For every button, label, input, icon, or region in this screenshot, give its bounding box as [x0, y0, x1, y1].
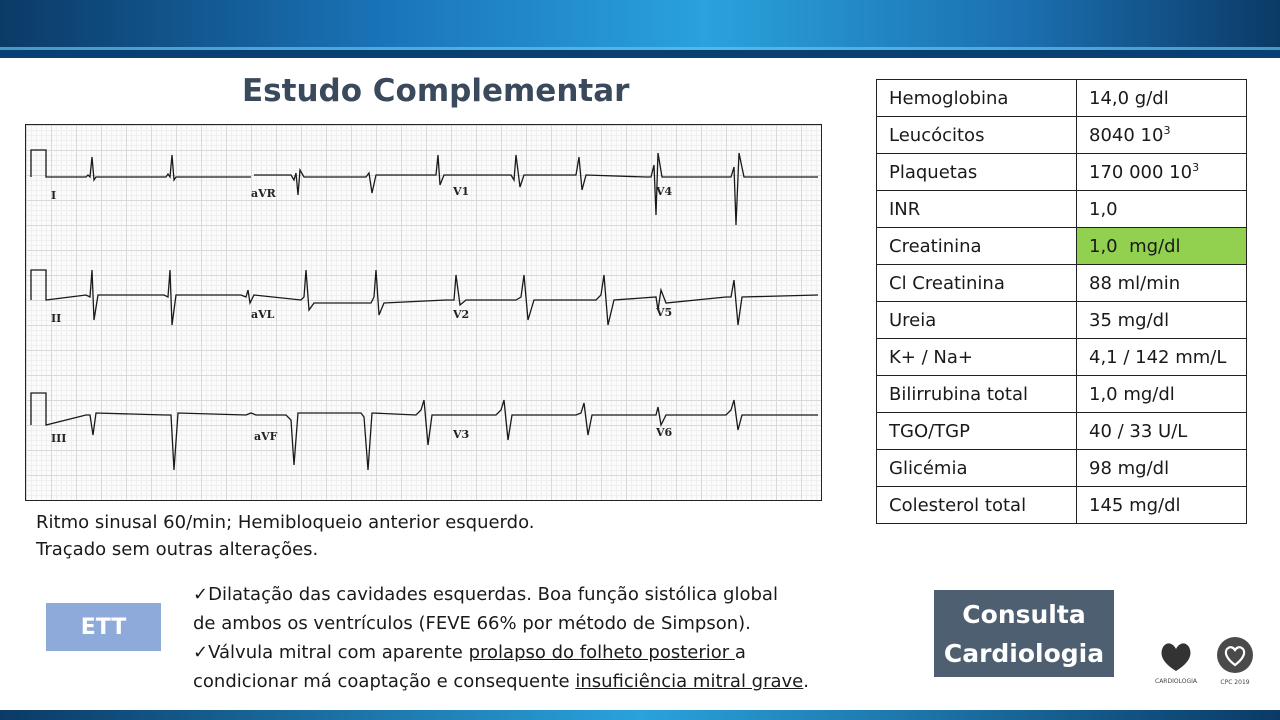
svg-text:CARDIOLOGIA: CARDIOLOGIA [1155, 678, 1197, 685]
consult-cardiology-box [934, 590, 1114, 677]
ett-finding-2: ✓Válvula mitral com aparente prolapso do folheto posterior a [193, 642, 746, 663]
ecg-interpretation [36, 509, 534, 563]
table-row [877, 376, 1247, 413]
table-row [877, 265, 1247, 302]
cpc-logo-icon [1213, 635, 1258, 690]
ecg-row-2 [31, 270, 818, 325]
lead-label-iii: III [51, 432, 67, 445]
lab-value: 98 mg/dl [1077, 450, 1247, 487]
lab-name: Hemoglobina [877, 80, 1077, 117]
ett-finding-2-cont: condicionar má coaptação e consequente insuficiência mitral grave. [193, 671, 809, 692]
ett-finding-1-cont: de ambos os ventrículos (FEVE 66% por método de Simpson). [193, 613, 751, 634]
ecg-row-3 [31, 393, 818, 470]
lab-name: Ureia [877, 302, 1077, 339]
table-row [877, 450, 1247, 487]
table-row [877, 117, 1247, 154]
lab-value: 88 ml/min [1077, 265, 1247, 302]
lab-value: 170 000 $10^3$ [1077, 154, 1247, 191]
lead-label-avr: aVR [251, 187, 276, 200]
consult-line1: Consulta [962, 599, 1086, 629]
ett-badge: ETT [46, 603, 161, 651]
ecg-waveforms [26, 125, 821, 500]
lead-label-avf: aVF [254, 430, 278, 443]
lead-label-v6: V6 [656, 426, 673, 439]
header-band [0, 50, 1280, 58]
lab-name: Creatinina [877, 228, 1077, 265]
table-row [877, 228, 1247, 265]
lab-value: 8040 $10^3$ [1077, 117, 1247, 154]
lead-label-v2: V2 [453, 308, 470, 321]
lab-value: 40 / 33 U/L [1077, 413, 1247, 450]
table-row [877, 302, 1247, 339]
check-icon: ✓ [193, 584, 209, 605]
lead-label-i: I [51, 189, 57, 202]
consult-line2: Cardiologia [943, 638, 1105, 668]
footer-banner [0, 710, 1280, 720]
lab-name: Glicémia [877, 450, 1077, 487]
lab-name: K+ / Na+ [877, 339, 1077, 376]
ett-finding-1: ✓Dilatação das cavidades esquerdas. Boa função sistólica global [193, 584, 778, 605]
slide-title: Estudo Complementar [242, 73, 630, 109]
lab-value: 145 mg/dl [1077, 487, 1247, 524]
lab-value: 1,0 [1077, 191, 1247, 228]
svg-text:CPC 2019: CPC 2019 [1220, 679, 1250, 686]
lab-name: Bilirrubina total [877, 376, 1077, 413]
lead-label-avl: aVL [251, 308, 275, 321]
header-banner [0, 0, 1280, 58]
table-row [877, 191, 1247, 228]
lab-value-highlighted: 1,0 mg/dl [1077, 228, 1247, 265]
lab-name: Leucócitos [877, 117, 1077, 154]
table-row [877, 80, 1247, 117]
lab-name: TGO/TGP [877, 413, 1077, 450]
check-icon: ✓ [193, 642, 209, 663]
table-row [877, 487, 1247, 524]
lab-value: 35 mg/dl [1077, 302, 1247, 339]
lead-label-v3: V3 [453, 428, 470, 441]
ett-findings [193, 580, 873, 696]
table-row [877, 413, 1247, 450]
ecg-interpretation-line2: Traçado sem outras alterações. [36, 539, 319, 560]
ecg-interpretation-line1: Ritmo sinusal 60/min; Hemibloqueio anterior esquerdo. [36, 512, 535, 533]
lead-label-ii: II [51, 312, 62, 325]
ecg-row-1 [31, 150, 818, 225]
lab-name: INR [877, 191, 1077, 228]
table-row [877, 154, 1247, 191]
lead-label-v4: V4 [656, 185, 673, 198]
spc-logo-icon [1155, 635, 1197, 690]
lead-label-v5: V5 [656, 306, 673, 319]
lab-value: 1,0 mg/dl [1077, 376, 1247, 413]
lead-label-v1: V1 [453, 185, 470, 198]
ecg-tracing [25, 124, 822, 501]
lab-name: Cl Creatinina [877, 265, 1077, 302]
lab-results-table [876, 79, 1247, 524]
lab-value: 4,1 / 142 mm/L [1077, 339, 1247, 376]
lab-name: Colesterol total [877, 487, 1077, 524]
lab-value: 14,0 g/dl [1077, 80, 1247, 117]
table-row [877, 339, 1247, 376]
lab-name: Plaquetas [877, 154, 1077, 191]
